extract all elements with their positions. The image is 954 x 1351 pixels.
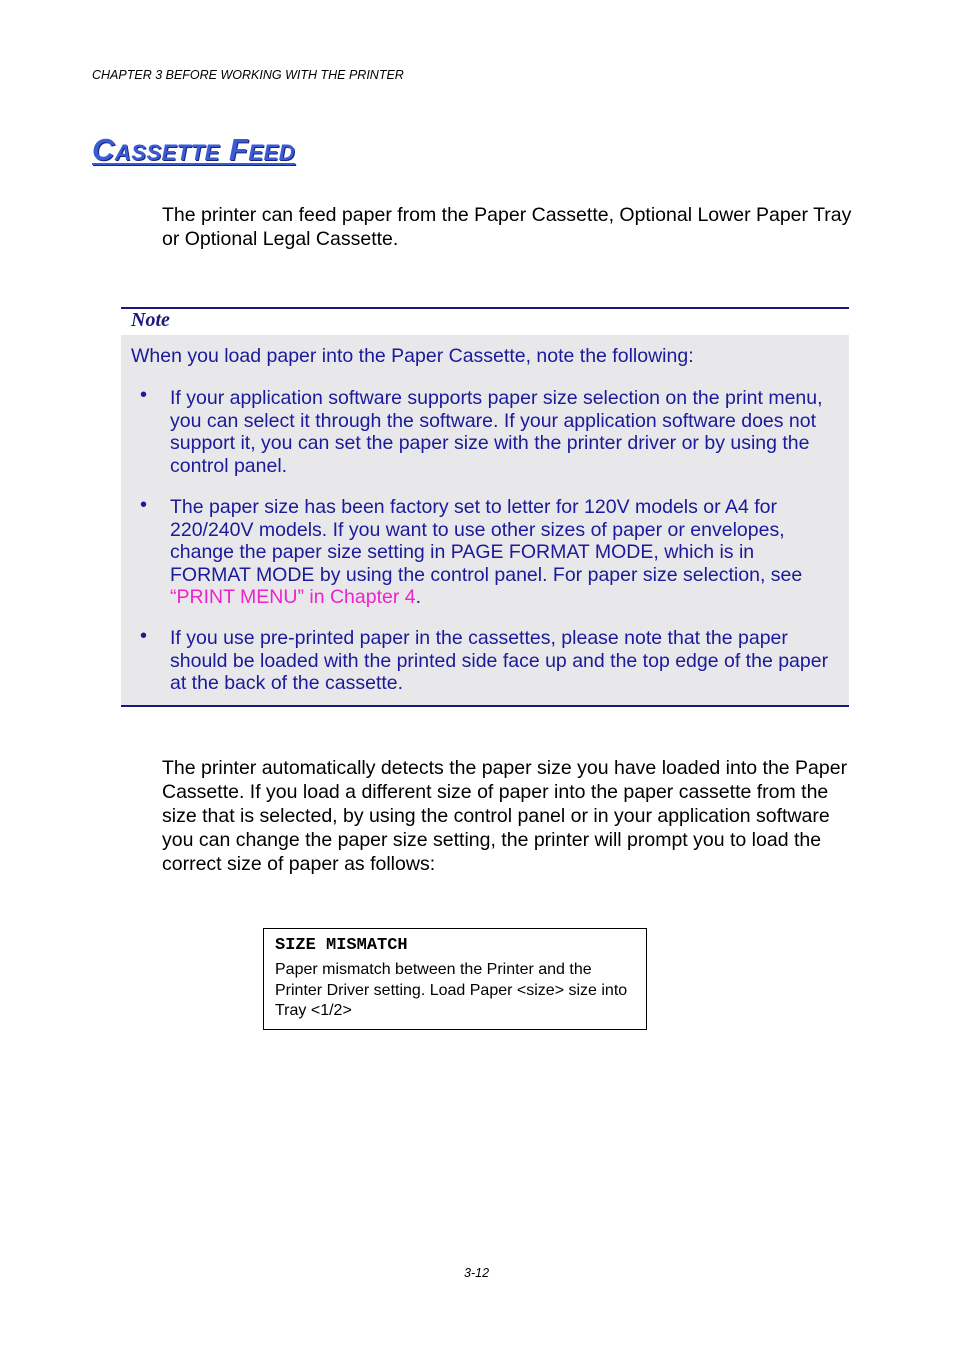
note-item-2-suffix: . (415, 586, 422, 608)
note-lead: When you load paper into the Paper Cassette, note the following: (131, 345, 694, 367)
note-item-2-text: The paper size has been factory set to letter for 120V models or A4 for 220/240V models. If you want to use other sizes of paper or envelopes, change the paper size setting in PAGE FORMAT MODE, which is in FORMAT MODE by using the control panel. For paper size selection, see (170, 496, 803, 586)
note-item-3: If you use pre-printed paper in the cassettes, please note that the paper should be loaded with the printed side face up and the top edge of the paper at the back of the cassette. (170, 627, 829, 694)
note-item-2 (170, 496, 840, 609)
bullet-icon: • (140, 625, 148, 647)
bullet-icon: • (140, 494, 148, 516)
note-bottom-rule (121, 705, 849, 707)
note-item-1: If your application software supports paper size selection on the print menu, you can select it through the software. If your application software does not support it, you can set the paper size with the printer driver or by using the control panel. (170, 387, 823, 477)
note-top-rule (121, 307, 849, 309)
running-header: CHAPTER 3 BEFORE WORKING WITH THE PRINTER (92, 68, 404, 82)
page-number: 3-12 (464, 1266, 490, 1280)
lcd-title: SIZE MISMATCH (275, 936, 408, 955)
section-title: Cassette Feed (92, 132, 296, 167)
lcd-message: Paper mismatch between the Printer and the Printer Driver setting. Load Paper <size> size into Tray <1/2> (275, 961, 628, 1019)
body-paragraph: The printer automatically detects the paper size you have loaded into the Paper Cassette. If you load a different size of paper into the paper cassette from the size that is selected, by using the control panel or in your application software you can change the paper size setting, the printer will prompt you to load the correct size of paper as follows: (162, 757, 848, 875)
lcd-message-box (263, 928, 647, 1030)
print-menu-link[interactable]: “PRINT MENU” in Chapter 4 (170, 586, 416, 608)
bullet-icon: • (140, 384, 148, 406)
note-label: Note (131, 309, 170, 331)
intro-paragraph: The printer can feed paper from the Paper Cassette, Optional Lower Paper Tray or Optional Legal Cassette. (162, 204, 852, 250)
